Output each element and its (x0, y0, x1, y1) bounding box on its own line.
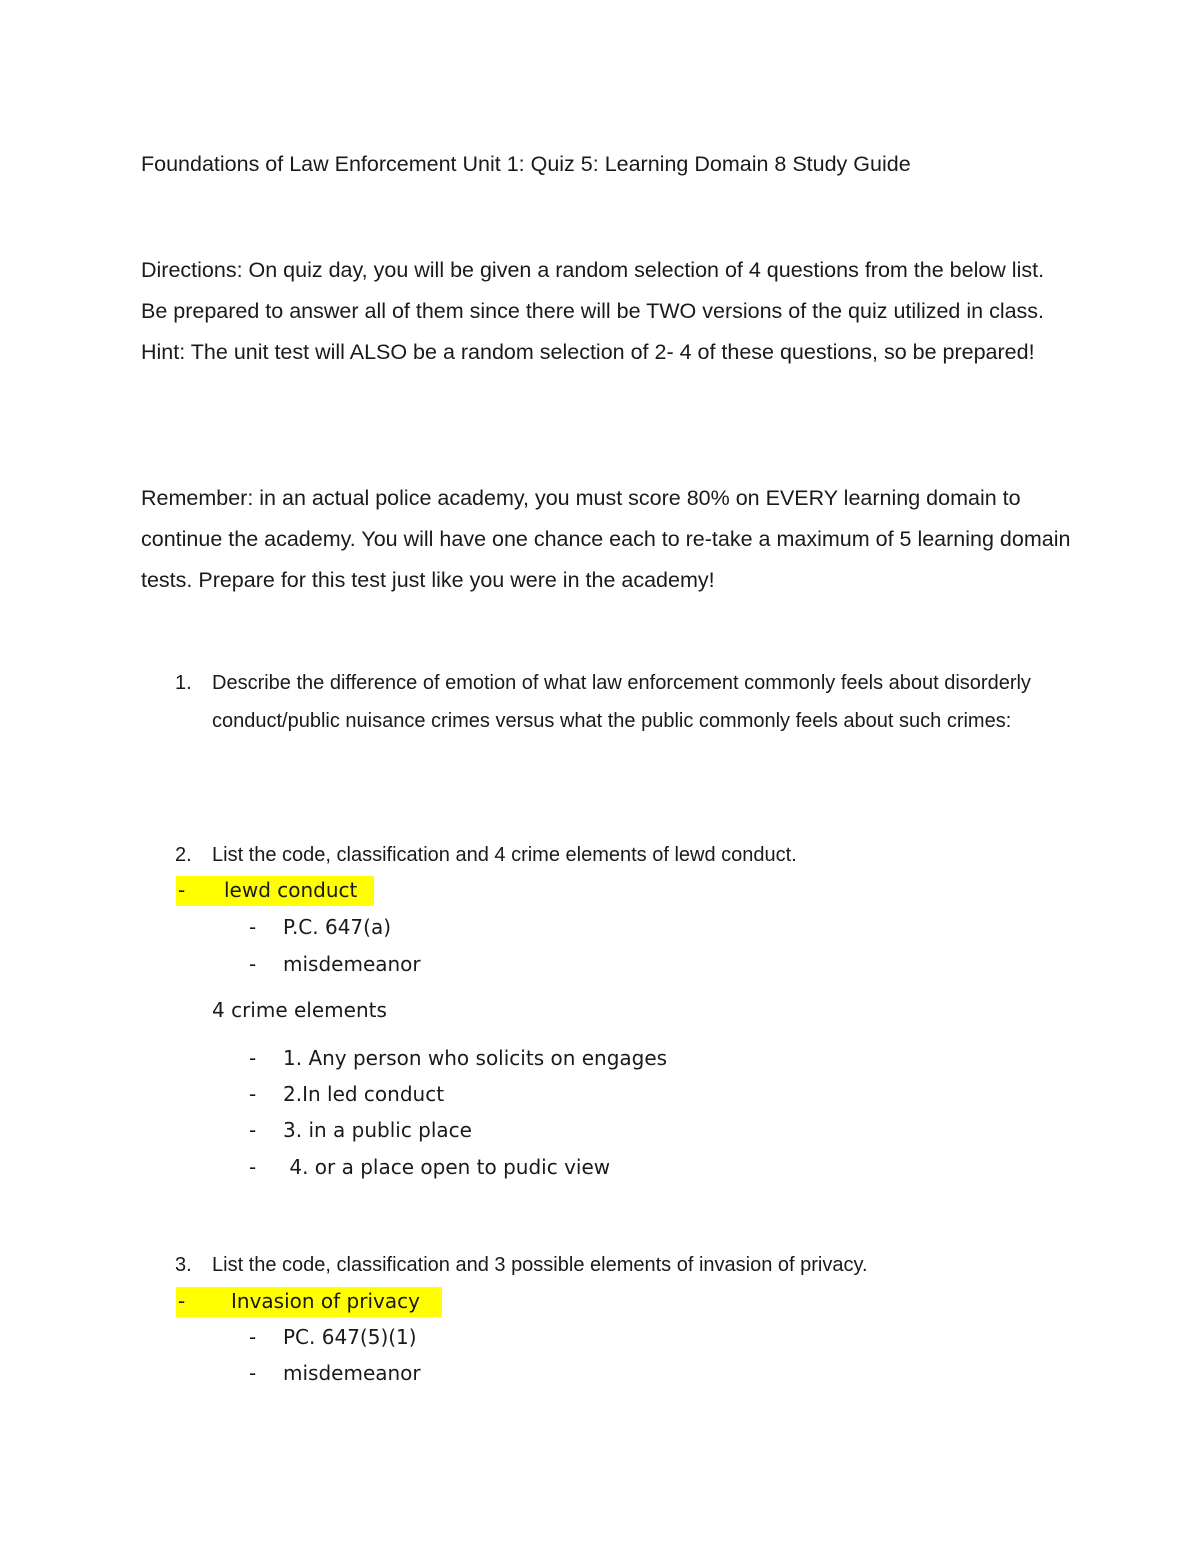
answer-2-dash: - (178, 878, 186, 902)
element-3-dash: - (249, 1118, 257, 1142)
element-2: 2.In led conduct (283, 1082, 445, 1106)
answer-3-dash: - (178, 1289, 186, 1313)
question-3-number: 3. (175, 1254, 192, 1276)
answer-2-item-1-dash: - (249, 915, 257, 939)
answer-3-heading: Invasion of privacy (231, 1289, 420, 1313)
answer-2-item-1: P.C. 647(a) (283, 915, 392, 939)
answer-3-item-1-dash: - (249, 1325, 257, 1349)
element-2-dash: - (249, 1082, 257, 1106)
document-title: Foundations of Law Enforcement Unit 1: Quiz 5: Learning Domain 8 Study Guide (141, 152, 911, 176)
element-1-dash: - (249, 1046, 257, 1070)
answer-3-item-2: misdemeanor (283, 1361, 421, 1385)
element-4: 4. or a place open to pudic view (283, 1155, 611, 1179)
question-1-number: 1. (175, 672, 192, 694)
element-4-dash: - (249, 1155, 257, 1179)
answer-3-item-2-dash: - (249, 1361, 257, 1385)
element-3: 3. in a public place (283, 1118, 472, 1142)
answer-3-item-1: PC. 647(5)(1) (283, 1325, 417, 1349)
element-1: 1. Any person who solicits on engages (283, 1046, 668, 1070)
answer-2-item-2-dash: - (249, 952, 257, 976)
directions-paragraph: Directions: On quiz day, you will be given a random selection of 4 questions from the below list. Be prepared to answer all of them since there will be TWO versions of the quiz utilized in class. Hint: The unit test will ALSO be a random selection of 2- 4 of these questions, so be prepared! (141, 258, 1045, 364)
elements-heading: 4 crime elements (212, 998, 387, 1022)
remember-paragraph: Remember: in an actual police academy, you must score 80% on EVERY learning domain to continue the academy. You will have one chance each to re-take a maximum of 5 learning domain tests. Prepare for this test just like you were in the academy! (141, 486, 1071, 592)
question-1-text: Describe the difference of emotion of what law enforcement commonly feels about disorderly conduct/public nuisance crimes versus what the public commonly feels about such crimes: (212, 672, 1031, 732)
answer-2-heading: lewd conduct (224, 878, 358, 902)
answer-2-item-2: misdemeanor (283, 952, 421, 976)
question-3-text: List the code, classification and 3 possible elements of invasion of privacy. (212, 1254, 868, 1276)
question-2-number: 2. (175, 844, 192, 866)
question-2-text: List the code, classification and 4 crime elements of lewd conduct. (212, 844, 797, 866)
